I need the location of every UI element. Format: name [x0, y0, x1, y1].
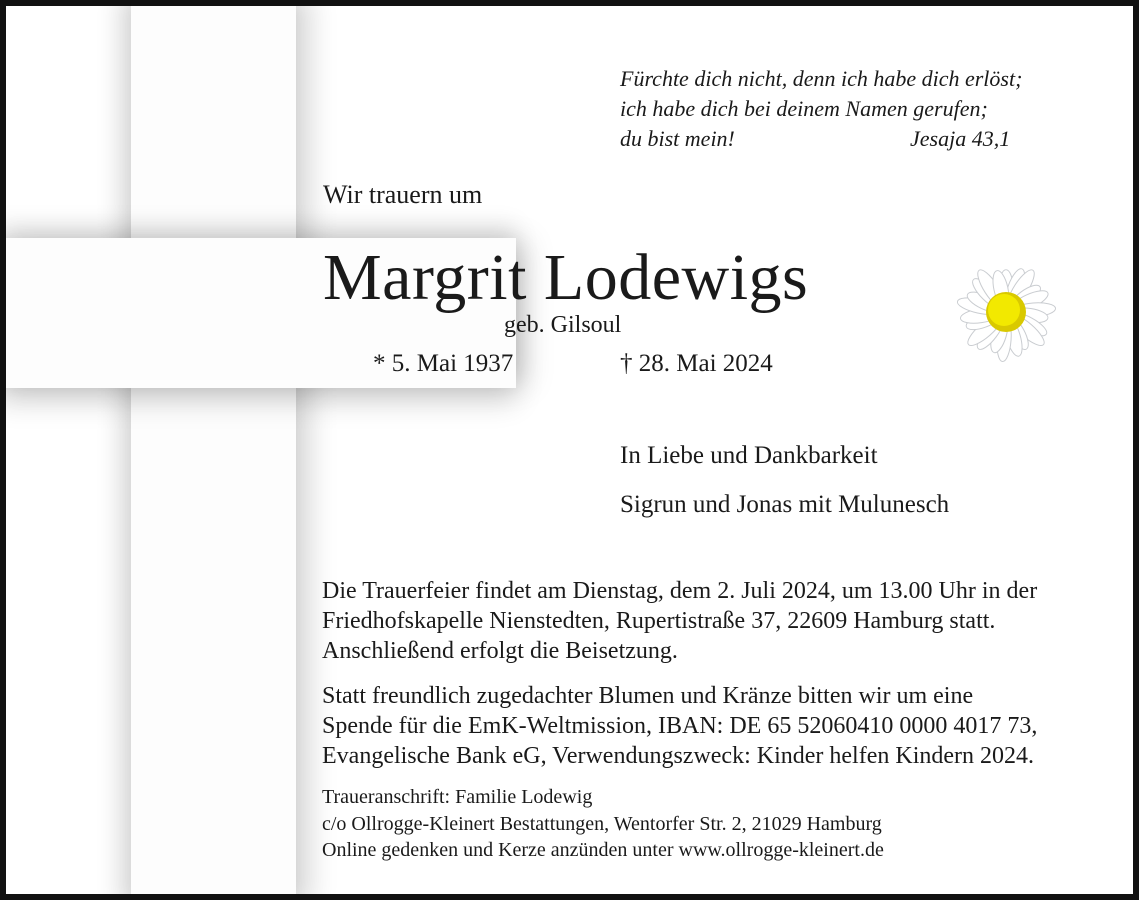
- address-line: Traueranschrift: Familie Lodewig: [322, 786, 593, 808]
- donation-line: Evangelische Bank eG, Verwendungszweck: Kinder helfen Kindern 2024.: [322, 743, 1035, 769]
- verse-line: Fürchte dich nicht, denn ich habe dich erlöst;: [620, 66, 1023, 91]
- funeral-service-info: [322, 576, 1037, 666]
- donation-info: [322, 681, 1037, 771]
- deceased-name: Margrit Lodewigs: [323, 241, 809, 314]
- bible-verse: [620, 64, 1022, 154]
- donation-line: Spende für die EmK-Weltmission, IBAN: DE 65 52060410 0000 4017 73,: [322, 713, 1038, 739]
- address-line: Online gedenken und Kerze anzünden unter www.ollrogge-kleinert.de: [322, 839, 884, 861]
- mourner-names: Sigrun und Jonas mit Mulunesch: [620, 491, 950, 518]
- service-line: Die Trauerfeier findet am Dienstag, dem 2. Juli 2024, um 13.00 Uhr in der: [322, 578, 1038, 604]
- dedication-text: In Liebe und Dankbarkeit: [620, 442, 878, 469]
- death-date: † 28. Mai 2024: [620, 350, 773, 377]
- daisy-icon: [941, 252, 1071, 372]
- donation-line: Statt freundlich zugedachter Blumen und Kränze bitten wir um eine: [322, 683, 974, 709]
- birth-name: geb. Gilsoul: [504, 312, 622, 338]
- cross-center: [131, 238, 296, 388]
- intro-text: Wir trauern um: [323, 180, 483, 209]
- cross-icon: [131, 0, 296, 900]
- service-line: Friedhofskapelle Nienstedten, Rupertistraße 37, 22609 Hamburg statt.: [322, 608, 996, 634]
- verse-line: ich habe dich bei deinem Namen gerufen;: [620, 96, 988, 121]
- mourning-address: [322, 784, 884, 864]
- verse-line: du bist mein!: [620, 126, 735, 151]
- birth-date: * 5. Mai 1937: [373, 350, 514, 377]
- address-line: c/o Ollrogge-Kleinert Bestattungen, Wentorfer Str. 2, 21029 Hamburg: [322, 812, 882, 835]
- service-line: Anschließend erfolgt die Beisetzung.: [322, 638, 678, 664]
- verse-reference: Jesaja 43,1: [910, 126, 1011, 151]
